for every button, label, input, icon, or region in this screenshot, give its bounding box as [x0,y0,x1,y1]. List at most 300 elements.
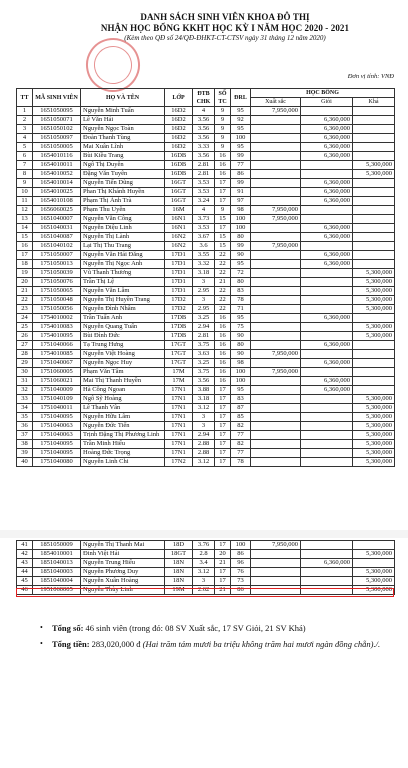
fair-amount [353,541,395,550]
student-id: 1851040003 [33,568,81,577]
table-row [17,215,395,224]
credits: 21 [215,559,231,568]
good-amount [301,107,353,116]
full-name: Nguyễn Xuân Hoàng [81,577,165,586]
table-row [17,440,395,449]
header-gpa: ĐTB CHK [193,89,215,107]
fair-amount: 5,300,000 [353,413,395,422]
table-row [17,206,395,215]
header-full-name: HỌ VÀ TÊN [81,89,165,107]
conduct: 86 [231,550,251,559]
good-amount [301,404,353,413]
row-number: 17 [17,251,33,260]
fair-amount [353,179,395,188]
good-amount [301,395,353,404]
credits: 17 [215,179,231,188]
table-row [17,550,395,559]
gpa: 3.53 [193,224,215,233]
conduct: 95 [231,314,251,323]
good-amount: 6,360,000 [301,341,353,350]
table-row [17,568,395,577]
row-number: 24 [17,314,33,323]
fair-amount: 5,300,000 [353,550,395,559]
gpa: 4 [193,206,215,215]
conduct: 100 [231,134,251,143]
gpa: 3.56 [193,125,215,134]
row-number: 45 [17,577,33,586]
row-number: 9 [17,179,33,188]
student-id: 1751040095 [33,440,81,449]
full-name: Trần Minh Hiếu [81,440,165,449]
class: 16N1 [165,215,193,224]
credits: 22 [215,287,231,296]
fair-amount [353,215,395,224]
row-number: 1 [17,107,33,116]
excellent-amount [251,197,301,206]
table-row [17,323,395,332]
credits: 21 [215,278,231,287]
row-number: 4 [17,134,33,143]
full-name: Nguyễn Hữu Lâm [81,413,165,422]
student-id: 1751040109 [33,395,81,404]
gpa: 3.18 [193,269,215,278]
credits: 17 [215,541,231,550]
excellent-amount [251,161,301,170]
full-name: Nguyễn Văn Hải Đăng [81,251,165,260]
excellent-amount [251,422,301,431]
excellent-amount: 7,950,000 [251,242,301,251]
student-id: 1854010001 [33,550,81,559]
header-class: LỚP [165,89,193,107]
good-amount [301,431,353,440]
student-id: 1751040067 [33,359,81,368]
fair-amount [353,359,395,368]
table-row [17,332,395,341]
full-name: Đoàn Thanh Tùng [81,134,165,143]
good-amount [301,449,353,458]
student-id: 1754010085 [33,350,81,359]
fair-amount: 5,300,000 [353,458,395,467]
good-amount: 6,360,000 [301,233,353,242]
row-number: 16 [17,242,33,251]
good-amount [301,577,353,586]
full-name: Ngô Sỹ Hoàng [81,395,165,404]
conduct: 80 [231,341,251,350]
student-id: 1751060021 [33,377,81,386]
class: 17D1 [165,269,193,278]
gpa: 4 [193,107,215,116]
class: 18GT [165,550,193,559]
full-name: Ngô Thị Duyên [81,161,165,170]
conduct: 90 [231,350,251,359]
header-scholarship: HỌC BỔNG [251,89,395,98]
full-name: Hà Công Ngoan [81,386,165,395]
class: 16D2 [165,134,193,143]
conduct: 77 [231,431,251,440]
title-line-2: NHẬN HỌC BỔNG KKHT HỌC KỲ I NĂM HỌC 2020 - 2021 [100,23,350,33]
excellent-amount [251,296,301,305]
count-label: Tổng số: [52,623,84,633]
fair-amount: 5,300,000 [353,170,395,179]
conduct: 76 [231,568,251,577]
fair-amount [353,116,395,125]
full-name: Đặng Văn Tuyên [81,170,165,179]
full-name: Nguyễn Thị Huyền Trang [81,296,165,305]
fair-amount: 5,300,000 [353,395,395,404]
row-number: 39 [17,449,33,458]
fair-amount: 5,300,000 [353,586,395,595]
table-row [17,404,395,413]
conduct: 86 [231,586,251,595]
class: 16D2 [165,116,193,125]
class: 16N2 [165,233,193,242]
credits: 17 [215,188,231,197]
class: 17M [165,377,193,386]
row-number: 31 [17,377,33,386]
full-name: Nguyễn Đức Tiến [81,422,165,431]
class: 17GT [165,341,193,350]
table-row [17,260,395,269]
bullet-icon: • [40,623,43,632]
gpa: 3 [193,296,215,305]
full-name: Nguyễn Minh Tuấn [81,107,165,116]
good-amount [301,368,353,377]
good-amount [301,568,353,577]
student-id: 1751040095 [33,413,81,422]
good-amount: 6,360,000 [301,116,353,125]
credits: 22 [215,251,231,260]
gpa: 3.6 [193,242,215,251]
class: 16D2 [165,107,193,116]
excellent-amount: 7,950,000 [251,215,301,224]
row-number: 27 [17,341,33,350]
credits: 17 [215,440,231,449]
credits: 22 [215,305,231,314]
excellent-amount [251,170,301,179]
student-id: 1651050095 [33,107,81,116]
fair-amount [353,188,395,197]
credits: 9 [215,116,231,125]
good-amount: 6,360,000 [301,179,353,188]
row-number: 6 [17,152,33,161]
table-row [17,125,395,134]
good-amount [301,242,353,251]
gpa: 3.56 [193,116,215,125]
excellent-amount [251,431,301,440]
full-name: Đinh Việt Hải [81,550,165,559]
fair-amount [353,341,395,350]
excellent-amount [251,125,301,134]
excellent-amount [251,377,301,386]
full-name: Phạm Văn Tâm [81,368,165,377]
excellent-amount [251,458,301,467]
excellent-amount [251,568,301,577]
gpa: 3.73 [193,215,215,224]
table-row [17,296,395,305]
student-id: 1751050065 [33,287,81,296]
gpa: 3.75 [193,341,215,350]
credits: 17 [215,404,231,413]
excellent-amount [251,143,301,152]
class: 17D2 [165,305,193,314]
excellent-amount [251,413,301,422]
fair-amount: 5,300,000 [353,296,395,305]
header-conduct: ĐRL [231,89,251,107]
credits: 15 [215,233,231,242]
full-name: Lê Văn Hải [81,116,165,125]
student-id: 1654010116 [33,152,81,161]
credits: 17 [215,568,231,577]
credits: 9 [215,143,231,152]
gpa: 2.81 [193,332,215,341]
highlighted-row-box [16,588,394,597]
excellent-amount: 7,950,000 [251,107,301,116]
student-id: 1651050005 [33,143,81,152]
excellent-amount [251,332,301,341]
table-row [17,431,395,440]
fair-amount: 5,300,000 [353,278,395,287]
good-amount [301,305,353,314]
table-row [17,377,395,386]
row-number: 13 [17,215,33,224]
class: 17DB [165,323,193,332]
gpa: 2.81 [193,161,215,170]
credits: 9 [215,125,231,134]
credits: 17 [215,431,231,440]
credits: 16 [215,161,231,170]
class: 18N [165,568,193,577]
fair-amount [353,386,395,395]
row-number: 19 [17,269,33,278]
excellent-amount [251,260,301,269]
class: 17N1 [165,422,193,431]
table-row [17,269,395,278]
good-amount: 6,360,000 [301,559,353,568]
gpa: 3.18 [193,395,215,404]
class: 17D2 [165,296,193,305]
student-id: 1651050102 [33,125,81,134]
fair-amount [353,206,395,215]
full-name: Phạm Thu Uyên [81,206,165,215]
class: 17M [165,368,193,377]
row-number: 11 [17,197,33,206]
conduct: 82 [231,422,251,431]
row-number: 23 [17,305,33,314]
header-student-id: MÃ SINH VIÊN [33,89,81,107]
class: 16M [165,206,193,215]
total-value: 283,020,000 đ [91,639,141,649]
credits: 16 [215,170,231,179]
class: 16D2 [165,125,193,134]
row-number: 35 [17,413,33,422]
full-name: Bùi Đình Đức [81,332,165,341]
gpa: 3.25 [193,359,215,368]
full-name: Nguyễn Văn Lâm [81,287,165,296]
full-name: Vũ Thanh Thương [81,269,165,278]
gpa: 2.62 [193,586,215,595]
student-id: 1851040013 [33,559,81,568]
table-row [17,233,395,242]
student-id: 1851040004 [33,577,81,586]
credits: 22 [215,269,231,278]
full-name: Nguyễn Phương Duy [81,568,165,577]
excellent-amount [251,404,301,413]
conduct: 83 [231,287,251,296]
full-name: Nguyễn Tiến Dũng [81,179,165,188]
credits: 17 [215,449,231,458]
full-name: Nguyễn Đình Nhâm [81,305,165,314]
good-amount: 6,360,000 [301,125,353,134]
row-number: 25 [17,323,33,332]
good-amount [301,206,353,215]
fair-amount [353,107,395,116]
class: 18N [165,559,193,568]
row-number: 5 [17,143,33,152]
good-amount: 6,360,000 [301,188,353,197]
student-id: 1751060005 [33,368,81,377]
good-amount: 6,360,000 [301,197,353,206]
row-number: 10 [17,188,33,197]
conduct: 86 [231,170,251,179]
row-number: 32 [17,386,33,395]
row-number: 15 [17,233,33,242]
row-number: 36 [17,422,33,431]
class: 19M [165,586,193,595]
table-row [17,152,395,161]
full-name: Nguyễn Việt Hoàng [81,350,165,359]
row-number: 33 [17,395,33,404]
excellent-amount [251,314,301,323]
class: 17D1 [165,260,193,269]
class: 17N1 [165,404,193,413]
good-amount [301,458,353,467]
conduct: 71 [231,305,251,314]
conduct: 98 [231,359,251,368]
bullet-icon: • [40,639,43,648]
conduct: 95 [231,143,251,152]
conduct: 97 [231,197,251,206]
good-amount [301,550,353,559]
class: 16GT [165,188,193,197]
table-row [17,350,395,359]
conduct: 82 [231,440,251,449]
gpa: 3.53 [193,179,215,188]
excellent-amount [251,440,301,449]
fair-amount [353,197,395,206]
gpa: 2.94 [193,431,215,440]
good-amount [301,215,353,224]
conduct: 80 [231,233,251,242]
full-name: Nguyễn Trung Hiếu [81,559,165,568]
good-amount [301,161,353,170]
title-line-1: DANH SÁCH SINH VIÊN KHOA ĐÔ THỊ [140,12,310,22]
row-number: 3 [17,125,33,134]
student-id: 1651040102 [33,242,81,251]
table-row [17,161,395,170]
table-row [17,314,395,323]
conduct: 95 [231,260,251,269]
conduct: 91 [231,188,251,197]
class: 16D2 [165,143,193,152]
conduct: 87 [231,404,251,413]
gpa: 3.67 [193,233,215,242]
good-amount: 6,360,000 [301,359,353,368]
row-number: 34 [17,404,33,413]
good-amount [301,170,353,179]
gpa: 3.56 [193,152,215,161]
good-amount: 6,360,000 [301,260,353,269]
conduct: 83 [231,395,251,404]
conduct: 100 [231,368,251,377]
table-body-page-1 [17,107,395,467]
table-row [17,197,395,206]
table-row [17,143,395,152]
student-id: 1851050009 [33,541,81,550]
table-row [17,541,395,550]
class: 17DB [165,314,193,323]
class: 18N [165,577,193,586]
excellent-amount [251,251,301,260]
credits: 17 [215,224,231,233]
conduct: 99 [231,179,251,188]
good-amount [301,332,353,341]
credits: 22 [215,296,231,305]
fair-amount [353,314,395,323]
full-name: Phan Thị Khánh Huyền [81,188,165,197]
header-good: Giỏi [301,98,353,107]
gpa: 3 [193,278,215,287]
good-amount [301,413,353,422]
fair-amount: 5,300,000 [353,568,395,577]
full-name: Nguyễn Quang Tuấn [81,323,165,332]
fair-amount: 5,300,000 [353,404,395,413]
student-id: 1656060025 [33,206,81,215]
student-id: 1654010052 [33,170,81,179]
table-row [17,242,395,251]
conduct: 95 [231,125,251,134]
student-id: 1751050048 [33,296,81,305]
currency-unit: Đơn vị tính: VNĐ [347,73,394,80]
excellent-amount [251,179,301,188]
table-row [17,386,395,395]
student-id: 1751040063 [33,431,81,440]
count-text: 46 sinh viên (trong đó: 08 SV Xuất sắc, 17 SV Giỏi, 21 SV Khá) [85,623,306,633]
student-id: 1651050071 [33,116,81,125]
gpa: 2.88 [193,449,215,458]
student-id: 1951060005 [33,586,81,595]
credits: 15 [215,242,231,251]
student-id: 1751050076 [33,278,81,287]
student-id: 1651050097 [33,134,81,143]
full-name: Nguyễn Thùy Linh [81,586,165,595]
conduct: 98 [231,206,251,215]
fair-amount: 5,300,000 [353,440,395,449]
student-id: 1654010108 [33,197,81,206]
gpa: 3.56 [193,377,215,386]
fair-amount [353,251,395,260]
good-amount: 6,360,000 [301,143,353,152]
excellent-amount [251,577,301,586]
full-name: Mai Thị Thanh Huyền [81,377,165,386]
table-row [17,170,395,179]
table-body-page-2 [17,541,395,595]
credits: 9 [215,134,231,143]
credits: 16 [215,377,231,386]
class: 18D [165,541,193,550]
good-amount: 6,360,000 [301,377,353,386]
row-number: 30 [17,368,33,377]
credits: 22 [215,260,231,269]
